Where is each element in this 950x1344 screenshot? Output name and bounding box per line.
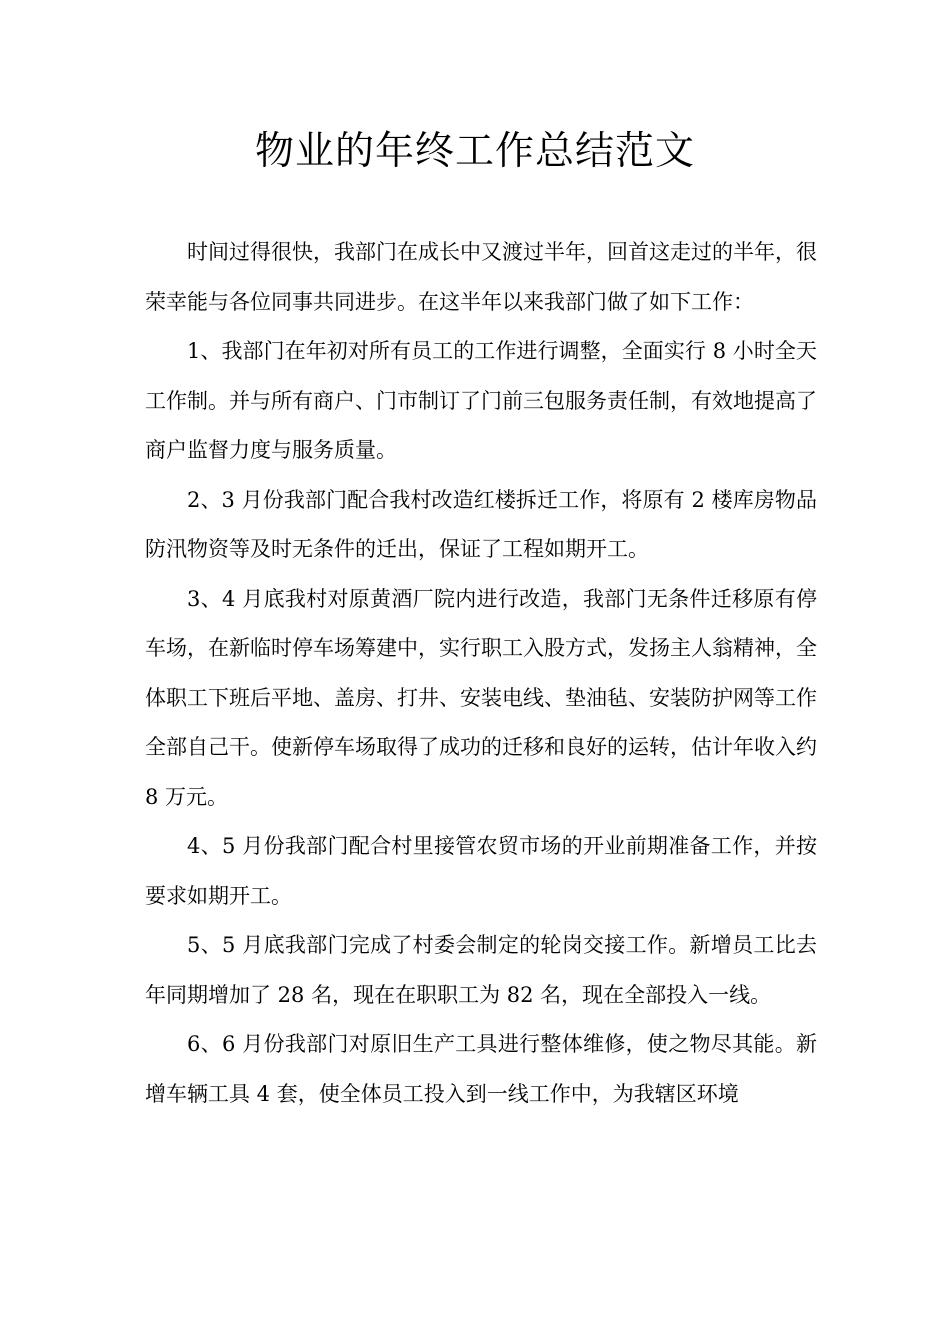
document-body xyxy=(145,228,817,1119)
document-title: 物业的年终工作总结范文 xyxy=(254,129,695,174)
paragraph-item-4: 4、5 月份我部门配合村里接管农贸市场的开业前期准备工作，并按要求如期开工。 xyxy=(145,834,817,908)
paragraph-item-6: 6、6 月份我部门对原旧生产工具进行整体维修，使之物尽其能。新增车辆工具 4 套，使全体员工投入到一线工作中，为我辖区环境 xyxy=(145,1032,817,1106)
paragraph-item-3: 3、4 月底我村对原黄酒厂院内进行改造，我部门无条件迁移原有停车场，在新临时停车场筹建中，实行职工入股方式，发扬主人翁精神，全体职工下班后平地、盖房、打井、安装电线、垫油毡、安装防护网等工作全部自己干。使新停车场取得了成功的迁移和良好的运转，估计年收入约 8 万元。 xyxy=(145,586,817,809)
paragraph-item-5: 5、5 月底我部门完成了村委会制定的轮岗交接工作。新增员工比去年同期增加了 28 名，现在在职职工为 82 名，现在全部投入一线。 xyxy=(145,933,817,1007)
paragraph-item-2: 2、3 月份我部门配合我村改造红楼拆迁工作，将原有 2 楼库房物品防汛物资等及时无条件的迁出，保证了工程如期开工。 xyxy=(145,487,817,561)
paragraph-intro: 时间过得很快，我部门在成长中又渡过半年，回首这走过的半年，很荣幸能与各位同事共同进步。在这半年以来我部门做了如下工作： xyxy=(145,240,817,314)
paragraph-item-1: 1、我部门在年初对所有员工的工作进行调整，全面实行 8 小时全天工作制。并与所有商户、门市制订了门前三包服务责任制，有效地提高了商户监督力度与服务质量。 xyxy=(145,339,817,462)
